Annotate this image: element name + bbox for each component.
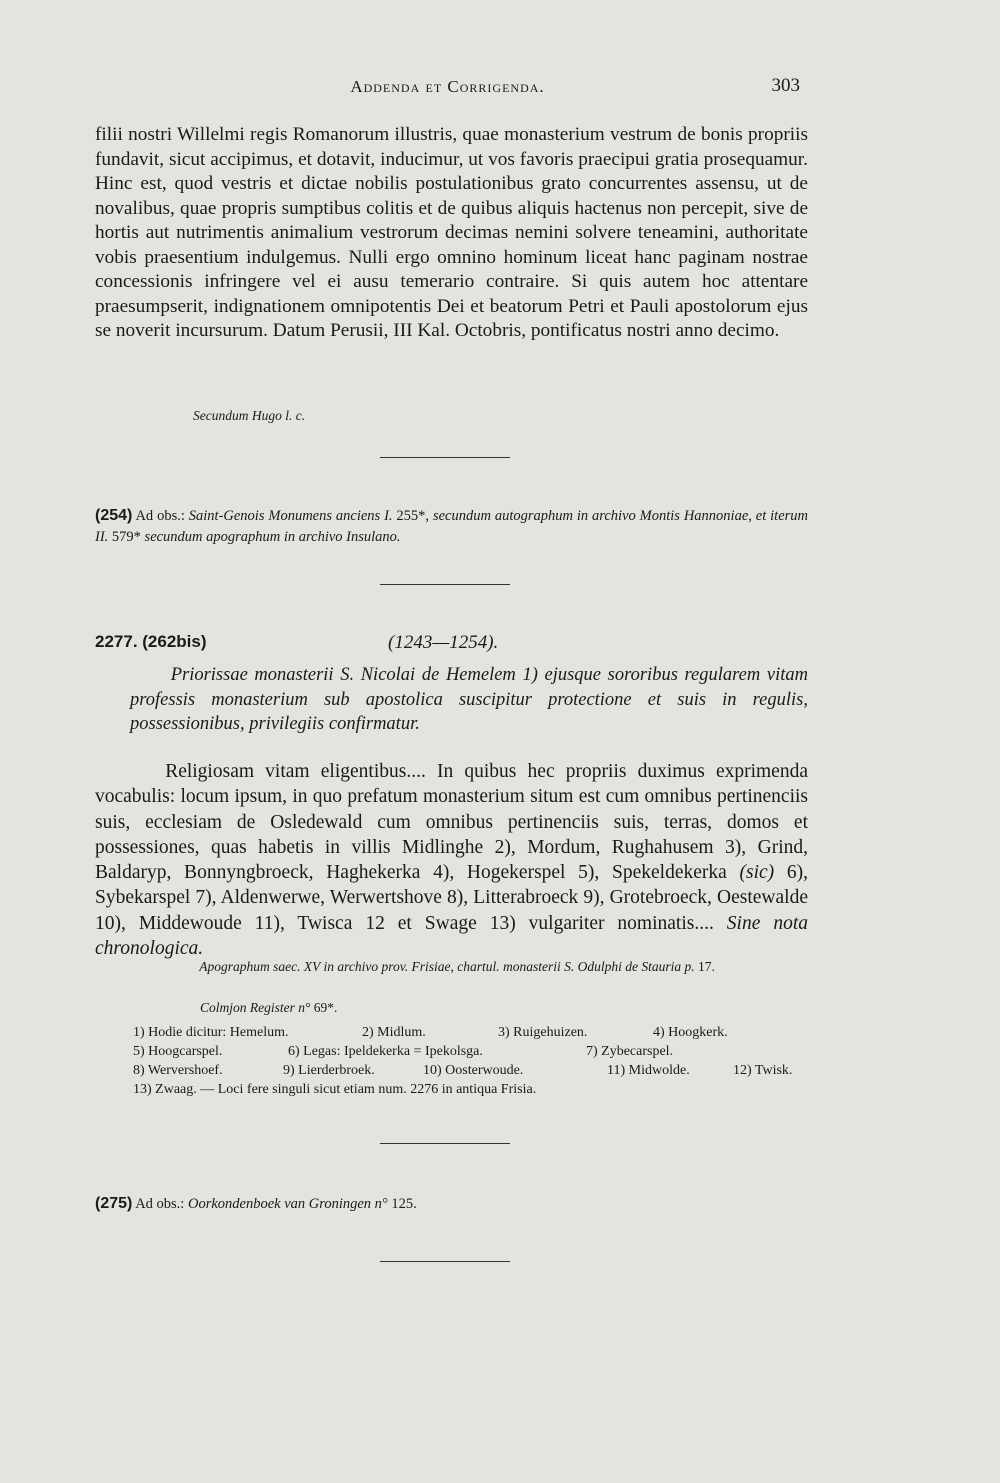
footnote: 10) Oosterwoude.: [423, 1063, 524, 1078]
footnote-row: [133, 1023, 813, 1042]
summary-text: Priorissae monasterii S. Nicolai de Hemelem 1) ejusque sororibus regularem vitam professis monasterium sub apostolica suscipitur protectione et suis in regulis, possessionibus, privilegiis confirmatur.: [130, 665, 808, 734]
obs-number: (254): [95, 507, 133, 524]
running-head: Addenda et Corrigenda.: [350, 77, 545, 96]
footnote: 9) Lierderbroek.: [283, 1063, 375, 1078]
footnotes: [133, 1023, 813, 1099]
footnote-row: [133, 1080, 813, 1099]
divider: [380, 1261, 510, 1262]
footnote: 11) Midwolde.: [607, 1063, 690, 1078]
paragraph: [95, 759, 808, 961]
source-page: 17.: [697, 959, 715, 974]
footnote: 3) Ruigehuizen.: [498, 1025, 588, 1040]
document-heading: [95, 632, 808, 658]
footnote: 13) Zwaag. — Loci fere singuli sicut etiam num. 2276 in antiqua Frisia.: [133, 1082, 537, 1097]
charter-text-continued: [95, 123, 808, 344]
document-text: [95, 759, 808, 961]
footnote: 7) Zybecarspel.: [586, 1044, 674, 1059]
obs-ref: secundum autographum in archivo Montis Hannoniae, et iterum II.: [95, 508, 808, 545]
source-text: Colmjon Register n°: [200, 1000, 311, 1015]
obs-ref: secundum apographum in archivo Insulano.: [144, 529, 401, 545]
document-number: 2277. (262bis): [95, 632, 207, 651]
obs-ref: Saint-Genois Monumens anciens I.: [188, 508, 393, 524]
divider: [380, 584, 510, 585]
obs-ref: Oorkondenboek van Groningen n°: [187, 1196, 388, 1212]
text-part: Religiosam vitam eligentibus.... In quibus hec propriis duximus exprimenda vocabulis: locum ipsum, in quo prefatum monasterium situm est cum omnibus pertinenciis suis, ecclesiam de Osledewald cum omnibus pertinenciis suis, terras, domos et possessiones, quas habetis in villis Midlinghe 2), Mordum, Rughahusem 3), Grind, Baldaryp, Bonnyngbroeck, Haghekerka 4), Hogekerspel 5), Spekeldekerka: [95, 761, 808, 884]
text-part: 6), Sybekarspel 7), Aldenwerwe, Werwertshove 8), Litterabroeck 9), Grotebroeck, Oestewalde 10), Middewoude 11), Twisca 12 et Swage 13) vulgariter nominatis....: [95, 862, 809, 934]
page-number: 303: [771, 75, 800, 96]
document-summary: [132, 663, 808, 737]
footnote: 2) Midlum.: [362, 1025, 426, 1040]
source-register: [200, 998, 800, 1018]
chronology-note: Sine nota chronologica.: [95, 912, 808, 960]
divider: [380, 1143, 510, 1144]
obs-number: (275): [95, 1195, 133, 1212]
footnote: 8) Wervershoef.: [133, 1063, 223, 1078]
source-apograph: [152, 957, 808, 977]
obs-page: 255*,: [396, 508, 430, 524]
footnote: 1) Hodie dicitur: Hemelum.: [133, 1025, 289, 1040]
footnote: 6) Legas: Ipeldekerka = Ipekolsga.: [288, 1044, 483, 1059]
divider: [380, 457, 510, 458]
source-citation: Secundum Hugo l. c.: [193, 408, 306, 423]
paragraph: filii nostri Willelmi regis Romanorum illustris, quae monasterium vestrum de bonis propriis fundavit, sicut accipimus, et dotavit, inducimur, ut vos favoris praecipui gratia prosequamur. Hinc est, quod vestris et dictae nobilis postulationibus grato concurrentes assensu, ut de novalibus, quae propris sumptibus colitis et de quibus aliquis hactenus non percepit, sive de hortis aut nutrimentis animalium vestrorum decimas nemini solvere teneamini, authoritate vobis praesentium indulgemus. Nulli ergo omnino hominum liceat hanc paginam nostrae concessionis infringere vel ei ausu temerario contraire. Si quis autem hoc attentare praesumpserit, indignationem omnipotentis Dei et beatorum Petri et Pauli apostolorum ejus se noverit incursurum. Datum Perusii, III Kal. Octobris, pontificatus nostri anno decimo.: [95, 124, 808, 341]
addendum-275: [95, 1193, 808, 1215]
footnote: 12) Twisk.: [733, 1063, 793, 1078]
obs-page: 579*: [111, 529, 141, 545]
footnote: 5) Hoogcarspel.: [133, 1044, 223, 1059]
source-number: 69*.: [313, 1000, 338, 1015]
footnote-row: [133, 1042, 813, 1061]
obs-page: 125.: [391, 1196, 417, 1212]
obs-label: Ad obs.:: [135, 1196, 185, 1212]
source-text: Apographum saec. XV in archivo prov. Frisiae, chartul. monasterii S. Odulphi de Stauria p.: [199, 959, 695, 974]
page-header: [95, 75, 800, 103]
addendum-254: [95, 505, 808, 548]
footnote: 4) Hoogkerk.: [653, 1025, 728, 1040]
sic-mark: (sic): [739, 862, 775, 884]
footnote-row: [133, 1061, 813, 1080]
document-date: (1243—1254).: [388, 632, 499, 653]
obs-label: Ad obs.:: [135, 508, 185, 524]
